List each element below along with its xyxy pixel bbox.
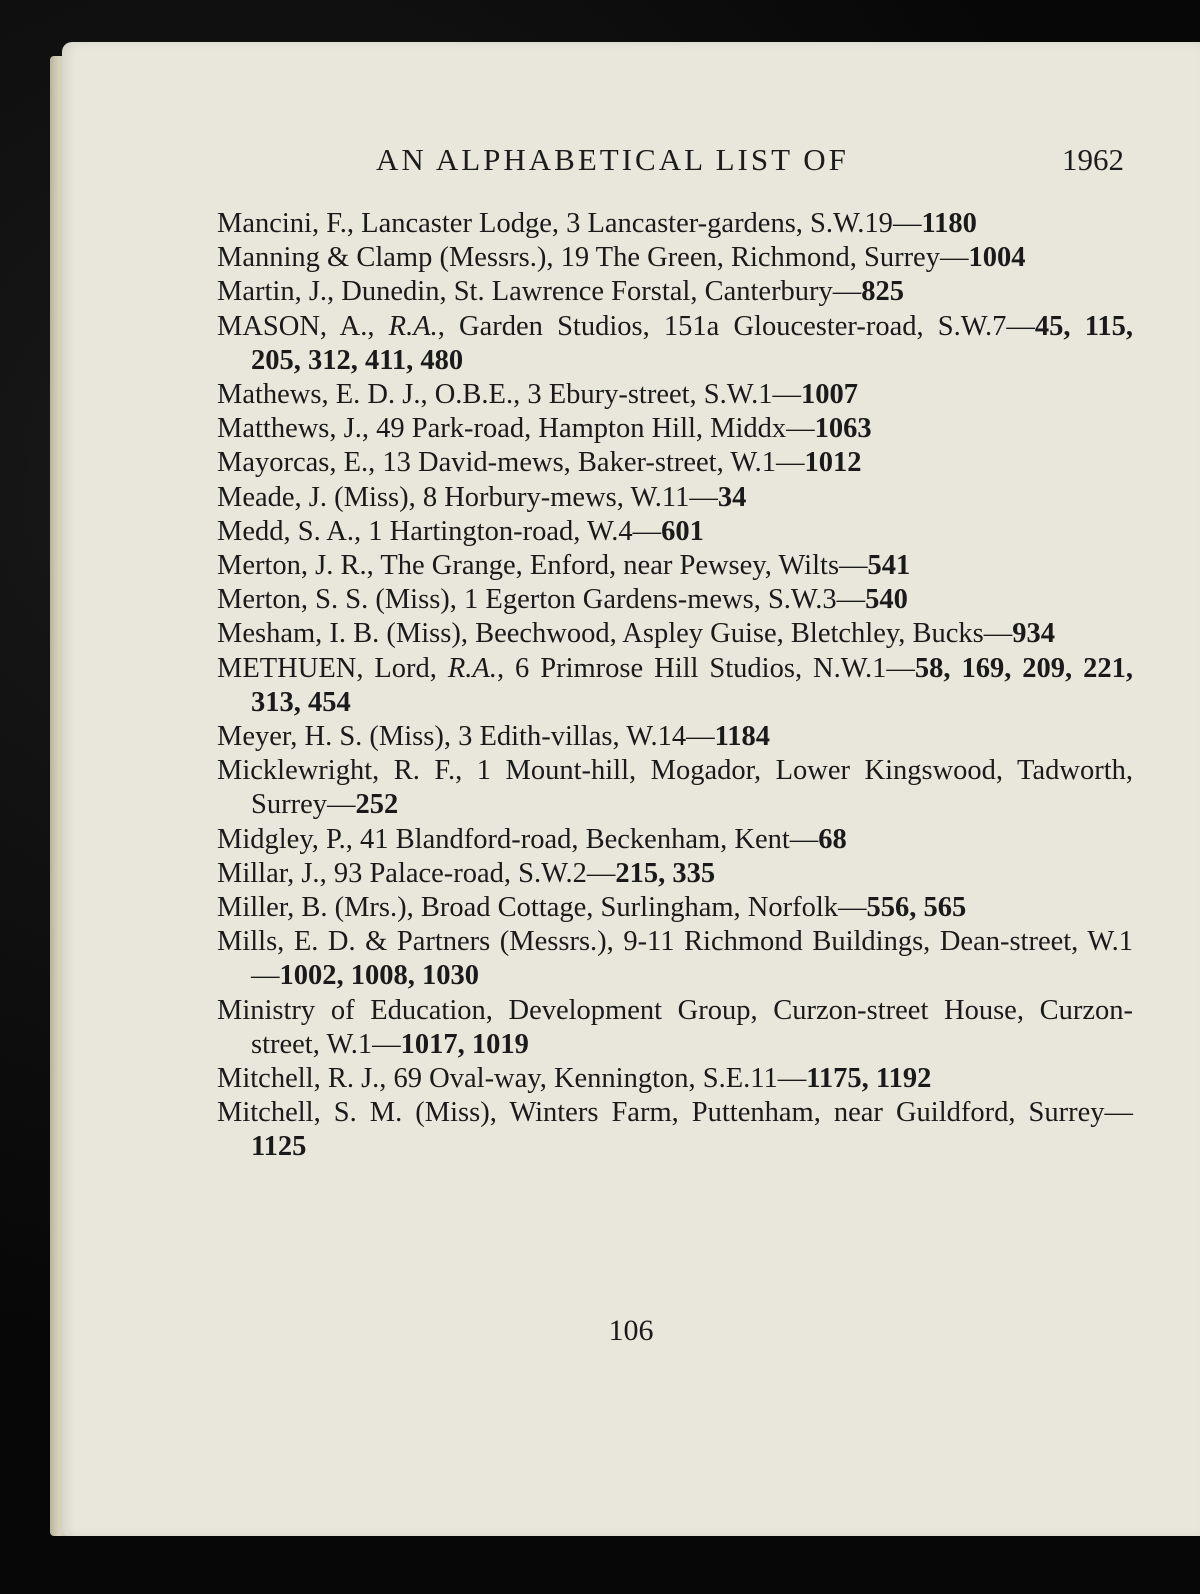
entry-name: Martin, J. [217, 276, 328, 308]
entry-catalogue-numbers: 252 [355, 789, 399, 821]
entry-address: , O.B.E., 3 Ebury-street, S.W.1 [420, 379, 773, 411]
entry-catalogue-numbers: 1007 [800, 379, 858, 411]
entry-name: Mathews, E. D. J. [217, 379, 421, 411]
entry-address: , 3 Edith-villas, W.14 [443, 721, 687, 753]
entry-address: , 1 Mount-hill, Mogador, Lower Kingswood, Tadworth, Surrey [251, 755, 1133, 821]
entry-catalogue-numbers: 45, 115, 205, 312, 411, 480 [251, 310, 1133, 376]
entry-address: , The Grange, Enford, near Pewsey, Wilts [366, 550, 840, 582]
entry-catalogue-numbers: 1184 [714, 721, 771, 753]
directory-entry: Mancini, F., Lancaster Lodge, 3 Lancaster-gardens, S.W.19—1180 [217, 208, 977, 239]
entry-address: , 1 Hartington-road, W.4 [353, 515, 633, 547]
entry-address: , 1 Egerton Gardens-mews, S.W.3 [449, 584, 837, 616]
book-page [62, 42, 1200, 1536]
directory-entry: Martin, J., Dunedin, St. Lawrence Forstal, Canterbury—825 [217, 276, 905, 308]
directory-entry: Mayorcas, E., 13 David-mews, Baker-street, W.1—1012 [217, 447, 862, 479]
entry-name: Miller, B. (Mrs.) [217, 892, 407, 924]
running-header [62, 142, 1200, 182]
directory-entry: Mitchell, R. J., 69 Oval-way, Kennington, S.E.11—1175, 1192 [217, 1063, 932, 1095]
entry-name: Merton, S. S. (Miss) [217, 584, 450, 616]
entry-catalogue-numbers: 934 [1012, 618, 1056, 650]
directory-entry: Midgley, P., 41 Blandford-road, Beckenham, Kent—68 [217, 823, 847, 855]
entry-address: , 13 David-mews, Baker-street, W.1 [368, 447, 776, 479]
header-title: AN ALPHABETICAL LIST OF [376, 142, 849, 177]
entry-address: , Lancaster Lodge, 3 Lancaster-gardens, S.W.19 [346, 208, 893, 239]
entry-name: Mesham, I. B. (Miss) [217, 618, 461, 650]
entry-name: Mitchell, S. M. (Miss) [217, 1097, 490, 1129]
entry-address: , Winters Farm, Puttenham, near Guildford, Surrey [489, 1097, 1105, 1129]
entry-catalogue-numbers: 215, 335 [615, 857, 716, 889]
entry-address: , 69 Oval-way, Kennington, S.E.11 [379, 1063, 778, 1095]
directory-entry: Mesham, I. B. (Miss), Beechwood, Aspley Guise, Bletchley, Bucks—934 [217, 618, 1056, 650]
directory-entry: Medd, S. A., 1 Hartington-road, W.4—601 [217, 515, 704, 547]
directory-entry: Mathews, E. D. J., O.B.E., 3 Ebury-street, S.W.1—1007 [217, 379, 858, 411]
entry-catalogue-numbers: 825 [861, 276, 905, 308]
entry-catalogue-numbers: 68 [818, 823, 847, 855]
entry-address: , Curzon-street House, Curzon-street, W.1 [251, 994, 1133, 1060]
entry-address: , 41 Blandford-road, Beckenham, Kent [345, 823, 790, 855]
directory-list [217, 207, 1133, 1165]
directory-entry: Matthews, J., 49 Park-road, Hampton Hill, Middx—1063 [217, 413, 872, 445]
entry-catalogue-numbers: 1175, 1192 [806, 1063, 932, 1095]
entry-title: R.A. [447, 652, 497, 684]
entry-address: , 6 Primrose Hill Studios, N.W.1 [496, 652, 887, 684]
entry-catalogue-numbers: 58, 169, 209, 221, 313, 454 [251, 652, 1134, 718]
directory-entry: MASON, A., R.A., Garden Studios, 151a Gloucester-road, S.W.7—45, 115, 205, 312, 411, 480 [217, 310, 1133, 376]
entry-name: Mills, E. D. & Partners (Messrs.) [217, 926, 607, 958]
directory-entry: Meade, J. (Miss), 8 Horbury-mews, W.11—34 [217, 481, 747, 513]
directory-entry: Millar, J., 93 Palace-road, S.W.2—215, 335 [217, 857, 716, 889]
entry-name: Ministry of Education, Development Group [217, 994, 751, 1026]
header-year: 1962 [1062, 142, 1124, 177]
entry-name: Matthews, J. [217, 413, 362, 445]
entry-name: Mancini, F. [217, 208, 347, 239]
entry-catalogue-numbers: 601 [661, 515, 704, 547]
directory-entry: Mitchell, S. M. (Miss), Winters Farm, Puttenham, near Guildford, Surrey—1125 [217, 1097, 1133, 1163]
directory-entry: Manning & Clamp (Messrs.), 19 The Green, Richmond, Surrey—1004 [217, 242, 1026, 274]
entry-name: Manning & Clamp (Messrs.) [217, 242, 547, 274]
entry-address: , 19 The Green, Richmond, Surrey [546, 242, 940, 274]
entry-name: Micklewright, R. F. [217, 755, 456, 787]
entry-catalogue-numbers: 1002, 1008, 1030 [279, 960, 479, 992]
entry-name: Midgley, P. [217, 823, 346, 855]
entry-address: , Beechwood, Aspley Guise, Bletchley, Bucks [460, 618, 984, 650]
directory-entry: Micklewright, R. F., 1 Mount-hill, Mogador, Lower Kingswood, Tadworth, Surrey—252 [217, 755, 1133, 821]
directory-entry: Ministry of Education, Development Group, Curzon-street House, Curzon-street, W.1—1017, 1019 [217, 994, 1133, 1060]
entry-address: , Dunedin, St. Lawrence Forstal, Canterbury [327, 276, 833, 308]
entry-name: Merton, J. R. [217, 550, 367, 582]
directory-entry: Miller, B. (Mrs.), Broad Cottage, Surlingham, Norfolk—556, 565 [217, 892, 967, 924]
entry-catalogue-numbers: 556, 565 [866, 892, 967, 924]
entry-catalogue-numbers: 541 [867, 550, 911, 582]
entry-catalogue-numbers: 1180 [921, 208, 977, 239]
entry-name: METHUEN, Lord, [217, 652, 437, 684]
entry-name: Medd, S. A. [217, 515, 354, 547]
directory-entry: METHUEN, Lord, R.A., 6 Primrose Hill Studios, N.W.1—58, 169, 209, 221, 313, 454 [217, 652, 1134, 718]
entry-catalogue-numbers: 1125 [251, 1131, 307, 1163]
entry-catalogue-numbers: 34 [717, 481, 747, 513]
entry-address: , Broad Cottage, Surlingham, Norfolk [406, 892, 839, 924]
entry-address: , 49 Park-road, Hampton Hill, Middx [361, 413, 787, 445]
entry-address: , 9-11 Richmond Buildings, Dean-street, W.1 [606, 926, 1133, 958]
entry-name: MASON, A., [217, 310, 375, 342]
entry-name: Mayorcas, E. [217, 447, 369, 479]
entry-catalogue-numbers: 1012 [804, 447, 862, 479]
entry-catalogue-numbers: 540 [865, 584, 908, 616]
directory-entry: Meyer, H. S. (Miss), 3 Edith-villas, W.14—1184 [217, 721, 771, 753]
entry-address: , 93 Palace-road, S.W.2 [319, 857, 587, 889]
directory-entry: Mills, E. D. & Partners (Messrs.), 9-11 Richmond Buildings, Dean-street, W.1—1002, 1008, 1030 [217, 926, 1133, 992]
entry-address: , 8 Horbury-mews, W.11 [408, 481, 690, 513]
entry-catalogue-numbers: 1017, 1019 [400, 1028, 529, 1060]
entry-name: Millar, J. [217, 857, 320, 889]
entry-address: , Garden Studios, 151a Gloucester-road, S.W.7 [437, 310, 1007, 342]
entry-name: Mitchell, R. J. [217, 1063, 380, 1095]
entry-catalogue-numbers: 1004 [968, 242, 1026, 274]
directory-entry: Merton, J. R., The Grange, Enford, near Pewsey, Wilts—541 [217, 550, 911, 582]
entry-name: Meade, J. (Miss) [217, 481, 409, 513]
entry-catalogue-numbers: 1063 [814, 413, 872, 445]
entry-title: R.A. [388, 310, 438, 342]
page-number: 106 [608, 1314, 654, 1347]
entry-name: Meyer, H. S. (Miss) [217, 721, 444, 753]
directory-entry: Merton, S. S. (Miss), 1 Egerton Gardens-mews, S.W.3—540 [217, 584, 908, 616]
